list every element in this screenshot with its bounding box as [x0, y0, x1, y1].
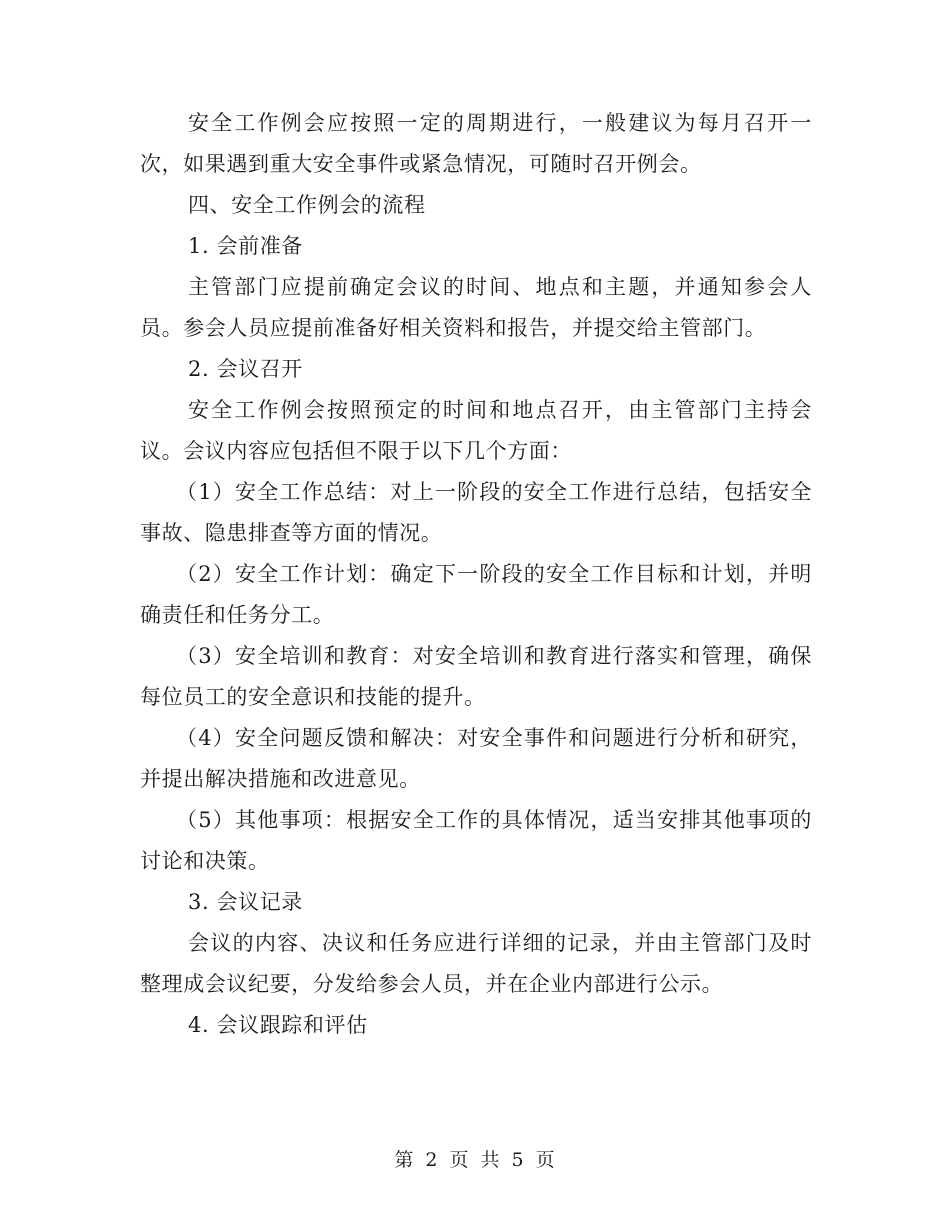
- subheading-meeting-held: 2. 会议召开: [188, 357, 303, 381]
- subheading-follow-up-evaluation: 4. 会议跟踪和评估: [188, 1013, 368, 1037]
- list-item-safety-training: （3）安全培训和教育：对安全培训和教育进行落实和管理，确保每位员工的安全意识和技能的提升。: [140, 644, 812, 709]
- list-item-other-matters: （5）其他事项：根据安全工作的具体情况，适当安排其他事项的讨论和决策。: [140, 808, 812, 873]
- document-body: [140, 103, 812, 1046]
- paragraph-preparation-details: 主管部门应提前确定会议的时间、地点和主题，并通知参会人员。参会人员应提前准备好相关资料和报告，并提交给主管部门。: [140, 275, 812, 340]
- page-number-footer: 第 2 页 共 5 页: [394, 1149, 556, 1171]
- subheading-pre-meeting-preparation: 1. 会前准备: [188, 234, 303, 258]
- list-item-safety-plan: （2）安全工作计划：确定下一阶段的安全工作目标和计划，并明确责任和任务分工。: [140, 562, 812, 627]
- paragraph-meeting-frequency: 安全工作例会应按照一定的周期进行，一般建议为每月召开一次，如果遇到重大安全事件或紧急情况，可随时召开例会。: [140, 111, 812, 176]
- section-heading-meeting-process: 四、安全工作例会的流程: [188, 193, 426, 217]
- list-item-safety-summary: （1）安全工作总结：对上一阶段的安全工作进行总结，包括安全事故、隐患排查等方面的情况。: [140, 480, 812, 545]
- paragraph-minutes-details: 会议的内容、决议和任务应进行详细的记录，并由主管部门及时整理成会议纪要，分发给参会人员，并在企业内部进行公示。: [140, 931, 812, 996]
- subheading-meeting-minutes: 3. 会议记录: [188, 890, 303, 914]
- list-item-issue-feedback: （4）安全问题反馈和解决：对安全事件和问题进行分析和研究，并提出解决措施和改进意见。: [140, 726, 812, 791]
- paragraph-meeting-content-intro: 安全工作例会按照预定的时间和地点召开，由主管部门主持会议。会议内容应包括但不限于以下几个方面：: [140, 398, 812, 463]
